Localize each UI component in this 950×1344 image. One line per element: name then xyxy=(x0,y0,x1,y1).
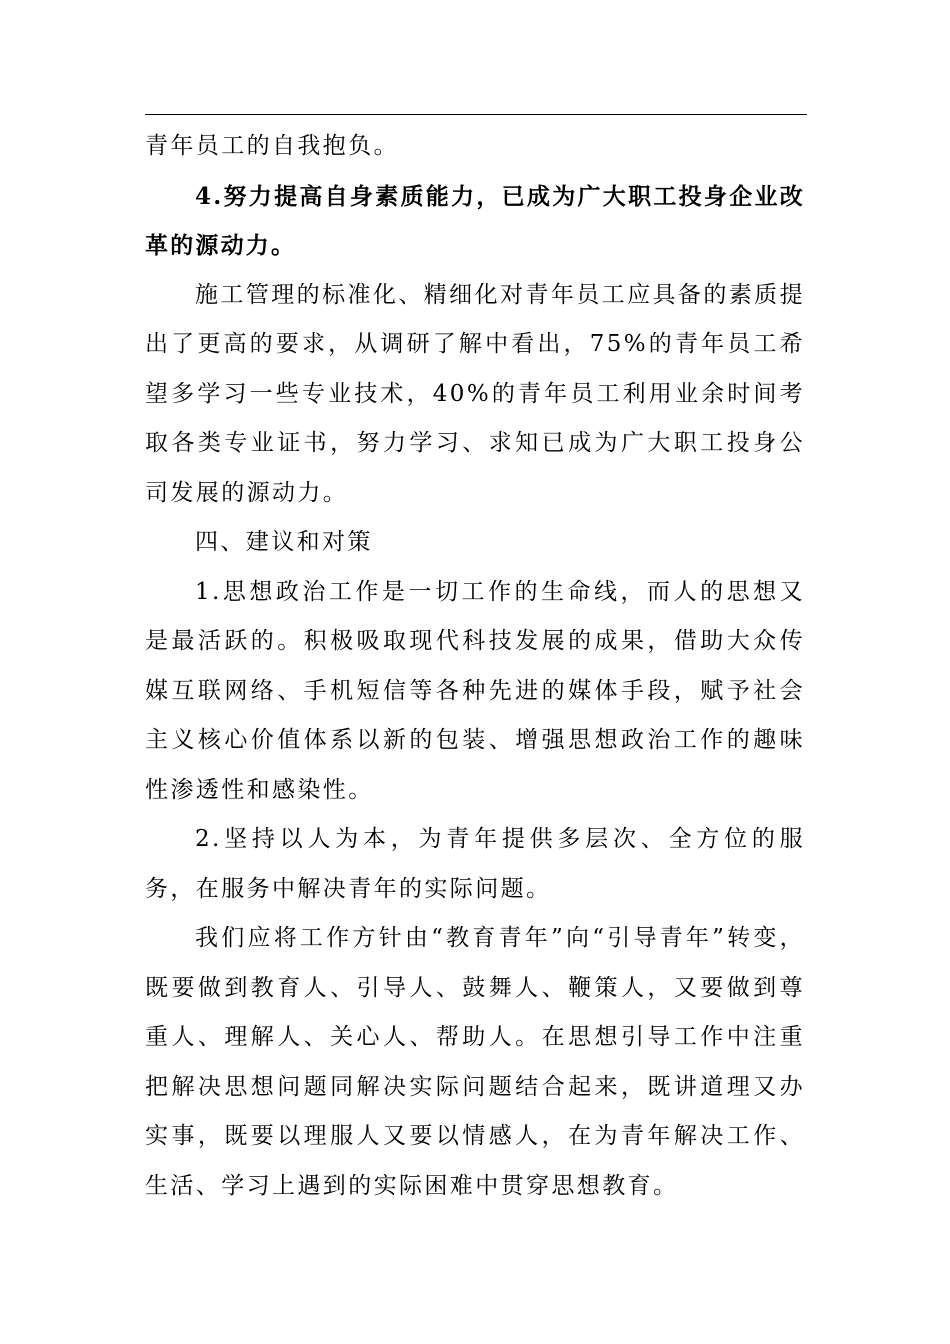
section-heading-suggestions: 四、建议和对策 xyxy=(195,529,373,555)
header-rule xyxy=(145,114,807,115)
paragraph-survey-findings: 施工管理的标准化、精细化对青年员工应具备的素质提出了更高的要求，从调研了解中看出，75%的青年员工希望多学习一些专业技术，40%的青年员工利用业余时间考取各类专业证书，努力学习、求知已成为广大职工投身公司发展的源动力。 xyxy=(145,281,805,506)
paragraph-work-policy: 我们应将工作方针由“教育青年”向“引导青年”转变，既要做到教育人、引导人、鼓舞人、鞭策人，又要做到尊重人、理解人、关心人、帮助人。在思想引导工作中注重把解决思想问题同解决实际问题结合起来，既讲道理又办实事，既要以理服人又要以情感人，在为青年解决工作、生活、学习上遇到的实际困难中贯穿思想教育。 xyxy=(145,925,805,1199)
paragraph-point-1: 1.思想政治工作是一切工作的生命线，而人的思想又是最活跃的。积极吸取现代科技发展的成果，借助大众传媒互联网络、手机短信等各种先进的媒体手段，赋予社会主义核心价值体系以新的包装、增强思想政治工作的趣味性渗透性和感染性。 xyxy=(145,578,805,803)
paragraph-continuation: 青年员工的自我抱负。 xyxy=(145,133,399,159)
heading-point-4: 4.努力提高自身素质能力，已成为广大职工投身企业改革的源动力。 xyxy=(145,182,805,259)
paragraph-point-2: 2.坚持以人为本，为青年提供多层次、全方位的服务，在服务中解决青年的实际问题。 xyxy=(145,826,805,902)
document-body xyxy=(145,122,805,1211)
